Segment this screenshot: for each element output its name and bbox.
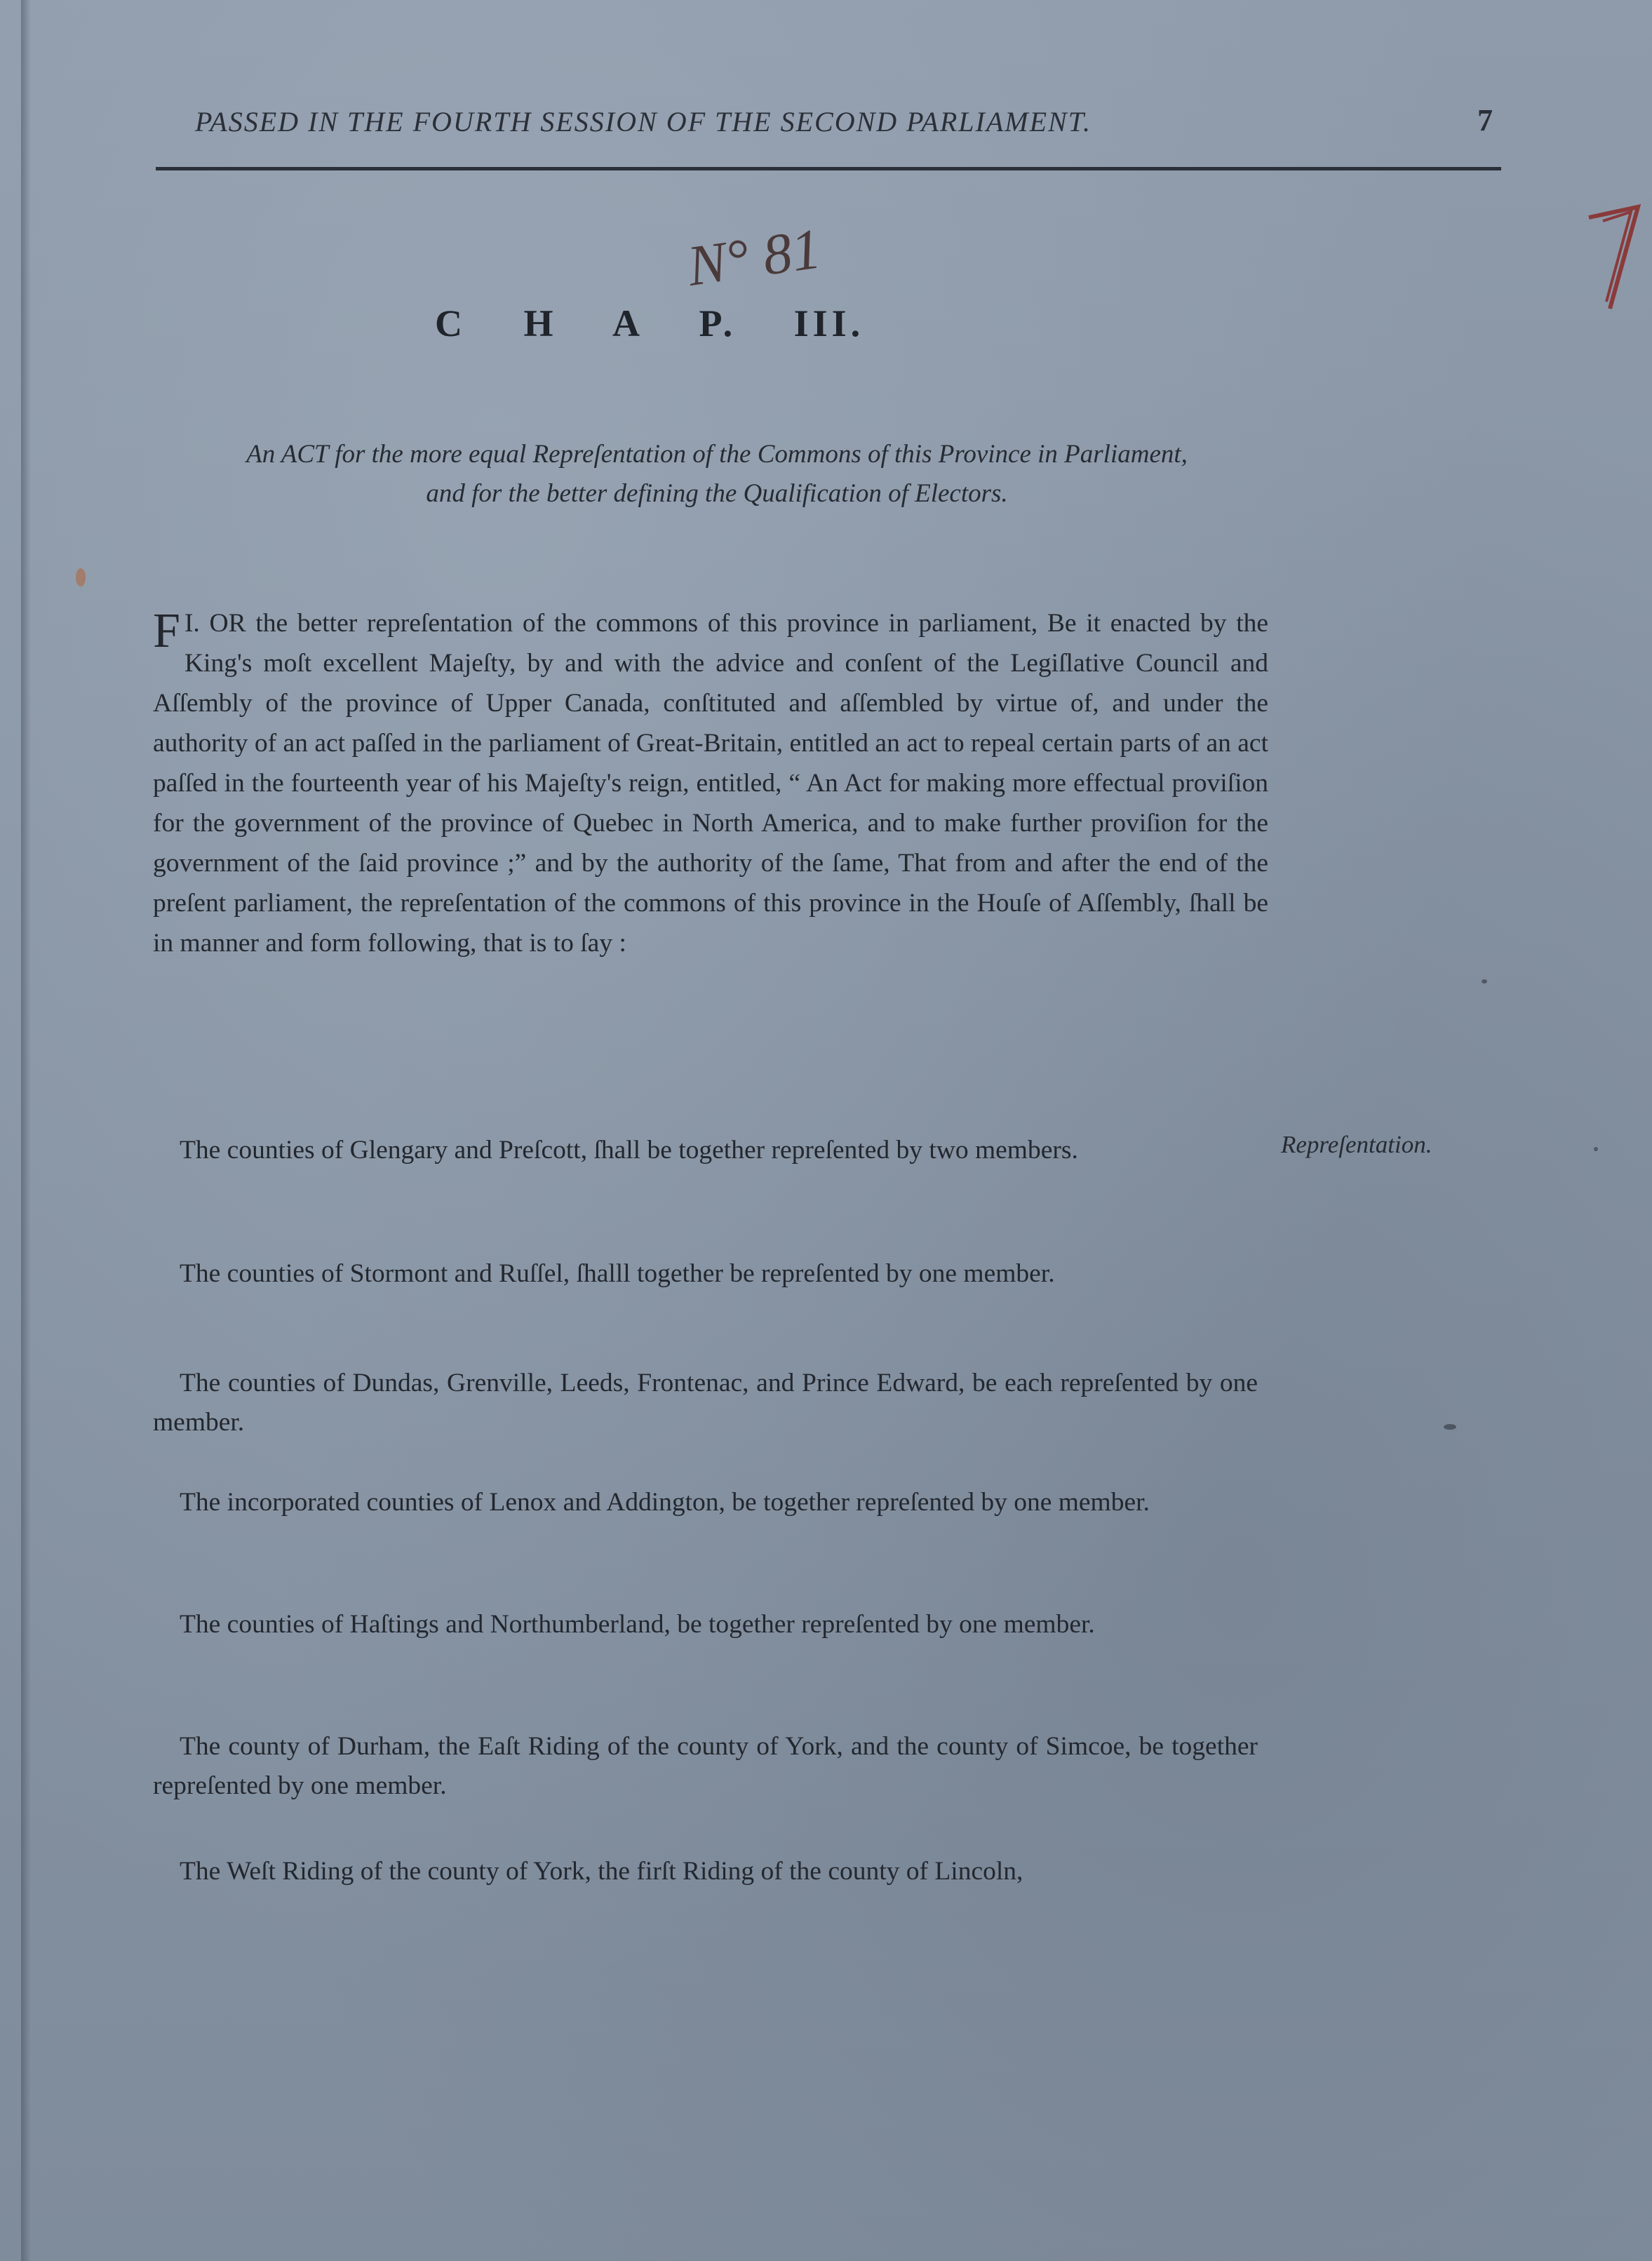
- chapter-title: C H A P. III.: [435, 302, 865, 344]
- drop-cap: F: [153, 604, 180, 658]
- page-fold-shadow: [21, 0, 31, 2261]
- red-ink-margin-mark: [1582, 203, 1645, 316]
- paper-stain: [76, 568, 86, 586]
- margin-note: Repreſentation.: [1281, 1131, 1432, 1158]
- paragraph: The counties of Haſtings and Northumberland, be together repreſented by one member.: [180, 1610, 1095, 1639]
- paragraph: The incorporated counties of Lenox and Addington, be together repreſented by one member.: [180, 1488, 1150, 1517]
- act-title-line-2: and for the better defining the Qualification of Electors.: [426, 479, 1008, 508]
- section-one: [153, 603, 1268, 963]
- paper-speck: [1594, 1147, 1598, 1151]
- paragraph: The counties of Glengary and Preſcott, ſhall be together repreſented by two members.: [180, 1136, 1078, 1165]
- paragraph: The Weſt Riding of the county of York, the firſt Riding of the county of Lincoln,: [180, 1857, 1023, 1886]
- handwritten-annotation: N° 81: [683, 216, 825, 298]
- paper-speck: [1444, 1424, 1456, 1430]
- section-number: I.: [184, 609, 200, 638]
- section-text: OR the better repreſentation of the commons of this province in parliament, Be it enacted by the King's moſt excellent Majeſty, by and with the advice and conſent of the Legiſlative Council and Aſſembly of the province of Upper Canada, conſtituted and aſſembled by virtue of, and under the authority of an act paſſed in the parliament of Great-Britain, entitled an act to repeal certain parts of an act paſſed in the fourteenth year of his Majeſty's reign, entitled, “ An Act for making more effectual proviſion for the government of the province of Quebec in North America, and to make further proviſion for the government of the ſaid province ;” and by the authority of the ſame, That from and after the end of the preſent parliament, the repreſentation of the commons of this province in the Houſe of Aſſembly, ſhall be in manner and form following, that is to ſay :: [153, 609, 1269, 958]
- paper-speck: [1482, 979, 1487, 984]
- paragraph: The counties of Stormont and Ruſſel, ſhalll together be repreſented by one member.: [180, 1259, 1055, 1288]
- running-head: PASSED IN THE FOURTH SESSION OF THE SECOND PARLIAMENT.: [195, 106, 1092, 137]
- page-number: 7: [1477, 103, 1493, 137]
- act-title: [156, 435, 1278, 514]
- act-title-line-1: An ACT for the more equal Repreſentation of the Commons of this Province in Parliament,: [246, 440, 1188, 469]
- paragraph: The counties of Dundas, Grenville, Leeds, Frontenac, and Prince Edward, be each repreſented by one member.: [153, 1369, 1258, 1437]
- header-rule: [156, 167, 1501, 170]
- paragraph: The county of Durham, the Eaſt Riding of the county of York, and the county of Simcoe, be together repreſented by one member.: [153, 1732, 1258, 1800]
